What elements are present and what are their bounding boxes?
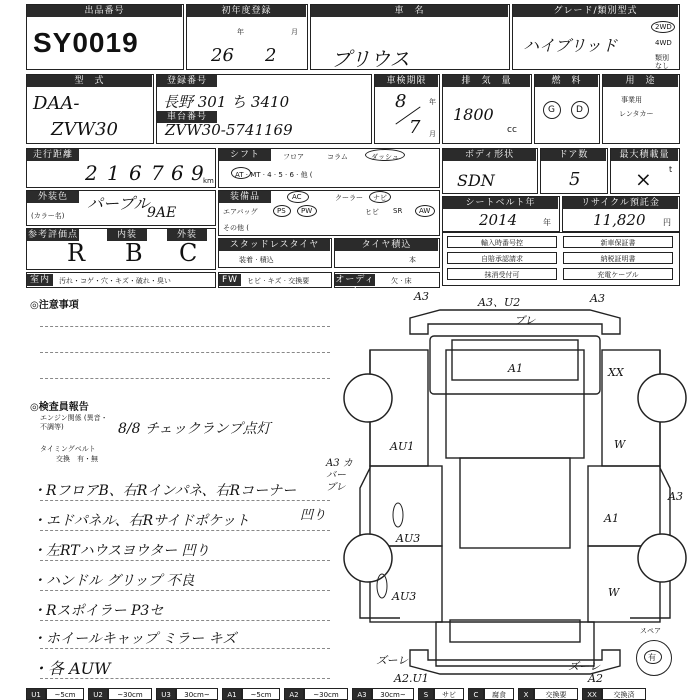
- legend-u2-code: U2: [88, 688, 108, 700]
- first-reg-year: 26: [211, 45, 234, 66]
- month-unit: 月: [291, 28, 298, 36]
- mileage-digit-3: 6: [129, 161, 142, 185]
- mark-a3-side: A3 カバー ブレ: [326, 458, 353, 493]
- legend-c-desc: 腐食: [484, 688, 514, 700]
- wheel-front-left: [344, 374, 392, 422]
- equip-other: その他 (: [223, 224, 249, 232]
- color-code: 9AE: [147, 205, 177, 221]
- equip-ps: PS: [277, 207, 286, 215]
- legend-xx-desc: 交換済: [602, 688, 646, 700]
- mileage-label: 走行距離: [27, 149, 79, 161]
- mark-zure-right: ズーレ: [568, 660, 601, 673]
- tire-box: [334, 238, 440, 268]
- fuel-label: 燃 料: [535, 75, 598, 87]
- drive-2wd: 2WD: [655, 23, 672, 31]
- inspector-item-6: ・ホイールキャップ ミラー キズ: [32, 631, 237, 647]
- fw-row-opts: ヒビ · キズ · 交換要: [247, 277, 310, 285]
- model-box: [26, 74, 154, 144]
- recycle-box: [562, 196, 680, 232]
- notes-line-2: [40, 352, 330, 353]
- inspector-line-6: [40, 648, 330, 649]
- seatbelt-box: [442, 196, 560, 232]
- inspection-label: 車検期限: [375, 75, 438, 87]
- shift-floor: フロア: [283, 153, 304, 161]
- doc-cable: 充電ケーブル: [563, 268, 673, 280]
- mileage-digit-2: 1: [107, 161, 120, 185]
- studless-label: スタッドレスタイヤ: [219, 239, 330, 251]
- shift-column: コラム: [327, 153, 348, 161]
- legend-u1-code: U1: [26, 688, 46, 700]
- usage-label: 用 途: [603, 75, 678, 87]
- reg-box: [156, 74, 372, 144]
- eval-label: 参考評価点: [27, 230, 78, 240]
- seatbelt-label: シートベルト年: [443, 197, 558, 209]
- legend-u3-code: U3: [156, 688, 176, 700]
- capacity-label: 最大積載量: [611, 149, 678, 161]
- legend-a3-desc: 30cm~: [372, 688, 414, 700]
- doors-box: [540, 148, 608, 194]
- audio-row-opts: 欠 · 床: [391, 277, 412, 285]
- legend-x-code: X: [518, 688, 534, 700]
- inspection-year-unit: 年: [429, 98, 436, 106]
- grade-box: [512, 4, 680, 70]
- mark-dure-top: ブレ: [514, 314, 536, 327]
- inspector-line-5: [40, 620, 330, 621]
- equip-aw: AW: [419, 207, 431, 215]
- car-name-label: 車 名: [311, 5, 508, 17]
- color-sub: (カラー名): [31, 212, 65, 220]
- body-box: [442, 148, 538, 194]
- inspector-line-7: [40, 678, 330, 679]
- equip-label: 装備品: [219, 191, 271, 203]
- capacity-box: [610, 148, 680, 194]
- eval-interior-label: 内装: [107, 229, 147, 241]
- doc-warranty: 新車保証書: [563, 236, 673, 248]
- mark-a3-top-left: A3: [414, 290, 429, 303]
- legend-s-desc: サビ: [434, 688, 464, 700]
- equip-sr: SR: [393, 207, 403, 215]
- equip-airbag: エアバッグ: [223, 208, 258, 216]
- grade-value: ハイブリッド: [523, 36, 618, 55]
- mark-w-right-2: W: [608, 586, 620, 599]
- audio-row-label: オーディオ: [335, 275, 375, 297]
- reg-label: 登録番号: [157, 75, 217, 87]
- legend-a2-desc: ~30cm: [304, 688, 348, 700]
- car-name-box: [310, 4, 510, 70]
- interior-row: [26, 272, 216, 288]
- doc-tax: 納税証明書: [563, 252, 673, 264]
- dent-mark-1: [393, 503, 403, 527]
- first-reg-month: 2: [265, 45, 277, 66]
- legend-c-code: C: [468, 688, 484, 700]
- equip-navi: ナビ: [373, 194, 387, 202]
- legend-u2-desc: ~30cm: [108, 688, 152, 700]
- inspector-item-3: ・左RTハウスヨウター 凹り: [32, 543, 210, 559]
- equip-box: [218, 190, 440, 236]
- listing-box: [26, 4, 184, 70]
- eval-box: [26, 228, 216, 270]
- car-name-value: プリウス: [331, 47, 410, 71]
- studless-box: [218, 238, 332, 268]
- legend-a1-code: A1: [222, 688, 242, 700]
- mileage-digit-5: 6: [171, 161, 184, 185]
- fuel-box: [534, 74, 600, 144]
- inspector-line-1: [40, 500, 330, 501]
- inspector-item-4: ・ハンドル グリップ 不良: [32, 573, 195, 589]
- mileage-digit-4: 7: [151, 161, 164, 185]
- mark-au3-b: AU3: [392, 590, 417, 603]
- doors-label: ドア数: [541, 149, 606, 161]
- spare-label: スペア: [640, 627, 661, 635]
- fuel-g: G: [548, 105, 555, 115]
- engine-label: エンジン関係 (異音・不調等): [40, 414, 108, 431]
- inspector-item-7: ・各 AUW: [32, 659, 111, 678]
- mark-a3-u2: A3、U2: [478, 296, 521, 309]
- notes-label: ◎注意事項: [30, 300, 79, 311]
- doors-value: 5: [569, 169, 581, 190]
- trunk-lid: [450, 620, 580, 642]
- first-reg-label: 初年度登録: [187, 5, 306, 17]
- inspector-line-4: [40, 590, 330, 591]
- timing-opts: 交換 有・無: [56, 455, 98, 463]
- roof-window: [460, 458, 570, 548]
- body-value: SDN: [457, 171, 495, 190]
- shift-dash: ダッシュ: [371, 153, 399, 161]
- right-front-door: [588, 466, 660, 546]
- inspector-line-3: [40, 560, 330, 561]
- mark-a2: A2: [588, 672, 603, 685]
- mark-au3-a: AU3: [396, 532, 421, 545]
- recycle-unit: 円: [663, 218, 671, 227]
- mark-a3-top-right: A3: [590, 292, 605, 305]
- fuel-d: D: [576, 105, 583, 115]
- legend-x-desc: 交換要: [534, 688, 578, 700]
- equip-ac: AC: [292, 193, 302, 201]
- displacement-label: 排 気 量: [443, 75, 530, 87]
- chassis-value: ZVW30-5741169: [165, 121, 293, 139]
- shift-types: AT · MT · 4 · 5 · 6 · 他 (: [235, 171, 313, 179]
- inspector-item-1: ・RフロアB、右Rインパネ、右Rコーナー: [32, 483, 297, 499]
- drive-4wd: 4WD: [655, 39, 672, 47]
- seatbelt-value: 2014: [479, 211, 518, 229]
- model-label: 型 式: [27, 75, 152, 87]
- recycle-value: 11,820: [593, 211, 646, 229]
- seatbelt-unit: 年: [543, 218, 551, 227]
- chassis-label: 車台番号: [157, 111, 217, 123]
- mark-w-right: W: [614, 438, 626, 451]
- wheel-rear-right: [638, 534, 686, 582]
- legend-u3-desc: 30cm~: [176, 688, 218, 700]
- mileage-digit-6: 9: [191, 161, 204, 185]
- notes-line-3: [40, 378, 330, 379]
- shift-box: [218, 148, 440, 188]
- mark-au1-left: AU1: [390, 440, 415, 453]
- mark-a1-roof: A1: [508, 362, 523, 375]
- model-value-1: DAA-: [33, 93, 80, 114]
- eval-exterior-label: 外装: [167, 229, 207, 241]
- inspector-line-2: [40, 530, 330, 531]
- studless-opts: 装着 · 積込: [239, 256, 274, 264]
- usage-box: [602, 74, 680, 144]
- mileage-unit: km: [203, 177, 214, 185]
- equip-cooler: クーラー: [335, 194, 363, 202]
- first-reg-box: [186, 4, 308, 70]
- mileage-box: [26, 148, 216, 188]
- fw-row: [218, 272, 332, 288]
- doc-liability: 自賠承認請求: [447, 252, 557, 264]
- listing-number: SY0019: [33, 27, 139, 58]
- year-unit: 年: [237, 28, 244, 36]
- capacity-value: ×: [635, 167, 652, 191]
- tire-label: タイヤ積込: [335, 239, 438, 251]
- inspection-year: 8: [395, 91, 407, 112]
- legend-s-code: S: [418, 688, 434, 700]
- equip-hibi: ヒビ: [365, 208, 379, 216]
- timing-label: タイミングベルト: [40, 445, 96, 453]
- capacity-unit: t: [669, 165, 673, 174]
- inspection-month-unit: 月: [429, 130, 436, 138]
- legend-a2-code: A2: [284, 688, 304, 700]
- color-value: パープル: [87, 194, 150, 213]
- inspector-label: ◎検査員報告: [30, 402, 89, 413]
- body-label: ボディ形状: [443, 149, 536, 161]
- reg-value: 長野 301 ち 3410: [163, 93, 290, 111]
- inspection-month: 7: [409, 117, 421, 138]
- displacement-unit: cc: [507, 125, 517, 135]
- color-label: 外装色: [27, 191, 79, 203]
- equip-pw: PW: [301, 207, 313, 215]
- spare-mark: 有: [648, 653, 656, 662]
- displacement-value: 1800: [453, 105, 494, 124]
- interior-row-opts: 汚れ・コゲ・穴・キズ・破れ・臭い: [59, 277, 171, 285]
- mark-xx: XX: [608, 366, 624, 379]
- usage-rental: レンタカー: [619, 110, 654, 118]
- color-box: [26, 190, 216, 226]
- notes-line-1: [40, 326, 330, 327]
- eval-exterior: C: [179, 239, 198, 267]
- wheel-rear-left: [344, 534, 392, 582]
- fw-row-label: FW: [219, 274, 241, 286]
- doc-import: 輸入時番号控: [447, 236, 557, 248]
- eval-interior: B: [125, 239, 143, 267]
- engine-note: 8/8 チェックランプ点灯: [118, 421, 271, 437]
- inspector-item-2: ・エドパネル、右Rサイドポケット: [32, 513, 250, 529]
- model-value-2: ZVW30: [51, 119, 118, 140]
- interior-row-label: 室内: [27, 274, 53, 286]
- legend-xx-code: XX: [582, 688, 602, 700]
- shift-label: シフト: [219, 149, 271, 161]
- usage-business: 事業用: [621, 96, 642, 104]
- docs-box: [442, 232, 680, 286]
- legend-a3-code: A3: [352, 688, 372, 700]
- mileage-digit-1: 2: [85, 161, 98, 185]
- wheel-front-right: [638, 374, 686, 422]
- legend-a1-desc: ~5cm: [242, 688, 280, 700]
- grade-label: グレード/類別型式: [513, 5, 678, 17]
- mark-a1-right: A1: [604, 512, 619, 525]
- inspection-box: [374, 74, 440, 144]
- inspector-side-note: 凹り: [300, 508, 327, 523]
- import-label: 類別: [655, 54, 669, 62]
- mark-a2-u1: A2.U1: [394, 672, 429, 685]
- inspector-item-5: ・Rスポイラー P3セ: [32, 603, 164, 619]
- displacement-box: [442, 74, 532, 144]
- tire-unit: 本: [409, 256, 416, 264]
- recycle-label: リサイクル預託金: [563, 197, 678, 209]
- mark-a3-right: A3: [668, 490, 683, 503]
- eval-score: R: [67, 239, 86, 267]
- legend-u1-desc: ~5cm: [46, 688, 84, 700]
- legend: [26, 688, 680, 700]
- listing-label: 出品番号: [27, 5, 182, 17]
- mark-zure-left: ズーレ: [376, 654, 409, 667]
- import-value: なし: [655, 62, 669, 70]
- doc-cancel: 抹消受付可: [447, 268, 557, 280]
